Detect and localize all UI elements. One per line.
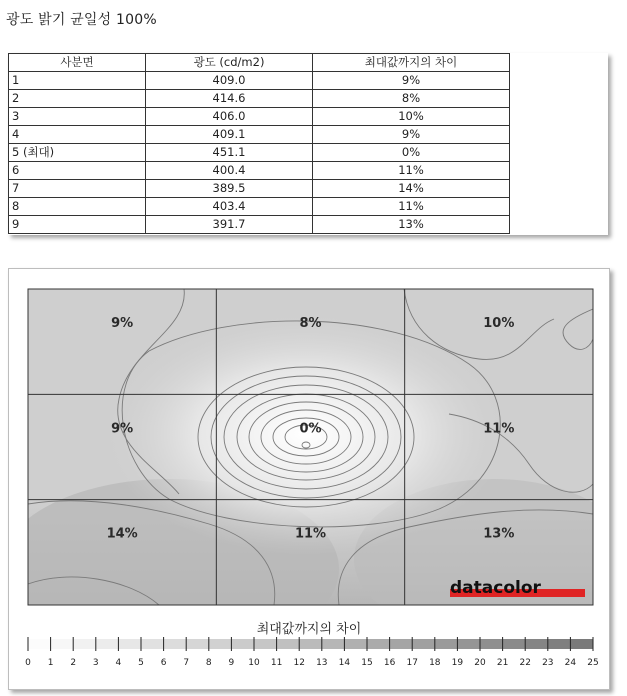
cell-label: 10%	[483, 315, 515, 331]
cell-label: 11%	[483, 421, 515, 437]
legend-swatch	[344, 639, 367, 649]
legend-tick-label: 17	[406, 658, 418, 668]
legend-swatch	[186, 639, 209, 649]
table-row	[9, 126, 510, 144]
luminance-cell: 406.0	[146, 108, 313, 126]
legend-swatch	[412, 639, 435, 649]
legend-title: 최대값까지의 차이	[256, 622, 362, 637]
legend-tick-label: 7	[183, 658, 190, 668]
diff-cell: 11%	[313, 198, 510, 216]
quadrant-cell: 5 (최대)	[9, 144, 146, 162]
legend-swatch	[73, 639, 96, 649]
header-diff: 최대값까지의 차이	[313, 54, 510, 72]
header-luminance: 광도 (cd/m2)	[146, 54, 313, 72]
luminance-table	[8, 53, 510, 234]
legend-tick-label: 21	[496, 658, 509, 668]
diff-cell: 13%	[313, 216, 510, 234]
legend-tick-label: 8	[205, 658, 212, 668]
table-row	[9, 108, 510, 126]
uniformity-heatmap	[9, 269, 609, 689]
luminance-table-card	[8, 53, 608, 235]
legend-swatch	[435, 639, 458, 649]
diff-cell: 8%	[313, 90, 510, 108]
table-header-row	[9, 54, 510, 72]
brand-text: datacolor	[450, 578, 541, 598]
legend-swatch	[367, 639, 390, 649]
legend-swatch	[209, 639, 232, 649]
quadrant-cell: 9	[9, 216, 146, 234]
legend-tick-label: 11	[270, 658, 283, 668]
luminance-cell: 409.0	[146, 72, 313, 90]
quadrant-cell: 8	[9, 198, 146, 216]
luminance-cell: 409.1	[146, 126, 313, 144]
table-row	[9, 144, 510, 162]
legend-swatch	[28, 639, 51, 649]
legend-swatch	[299, 639, 322, 649]
table-row	[9, 90, 510, 108]
legend-swatch	[322, 639, 345, 649]
legend-swatch	[457, 639, 480, 649]
cell-label: 14%	[106, 526, 138, 542]
legend-tick-label: 25	[587, 658, 599, 668]
legend-tick-label: 16	[383, 658, 396, 668]
color-scale-legend	[25, 637, 599, 668]
diff-cell: 9%	[313, 72, 510, 90]
legend-swatch	[480, 639, 503, 649]
diff-cell: 0%	[313, 144, 510, 162]
legend-swatch	[254, 639, 277, 649]
legend-tick-label: 14	[338, 658, 351, 668]
luminance-cell: 414.6	[146, 90, 313, 108]
table-row	[9, 162, 510, 180]
legend-tick-label: 18	[429, 658, 441, 668]
page-title: 광도 밝기 균일성 100%	[6, 12, 157, 28]
diff-cell: 11%	[313, 162, 510, 180]
cell-label: 9%	[111, 421, 134, 437]
legend-tick-label: 23	[542, 658, 554, 668]
legend-swatch	[51, 639, 74, 649]
header-quadrant: 사분면	[9, 54, 146, 72]
legend-tick-label: 22	[519, 658, 531, 668]
legend-tick-label: 5	[138, 658, 144, 668]
table-row	[9, 216, 510, 234]
quadrant-cell: 2	[9, 90, 146, 108]
legend-tick-label: 13	[316, 658, 328, 668]
legend-tick-label: 3	[92, 658, 99, 668]
legend-tick-label: 9	[228, 658, 235, 668]
luminance-cell: 451.1	[146, 144, 313, 162]
quadrant-cell: 4	[9, 126, 146, 144]
cell-label: 9%	[111, 315, 134, 331]
legend-tick-label: 10	[248, 658, 260, 668]
legend-tick-label: 20	[474, 658, 486, 668]
legend-swatch	[525, 639, 548, 649]
legend-swatch	[503, 639, 526, 649]
diff-cell: 9%	[313, 126, 510, 144]
cell-label: 0%	[299, 421, 322, 437]
table-row	[9, 72, 510, 90]
legend-tick-label: 15	[361, 658, 373, 668]
legend-swatch	[164, 639, 187, 649]
legend-swatch	[390, 639, 413, 649]
legend-swatch	[96, 639, 119, 649]
legend-tick-label: 4	[115, 658, 122, 668]
heatmap-field	[9, 289, 609, 659]
luminance-cell: 400.4	[146, 162, 313, 180]
table-row	[9, 198, 510, 216]
legend-swatch	[118, 639, 141, 649]
legend-swatch	[277, 639, 300, 649]
legend-tick-label: 0	[25, 658, 31, 668]
legend-swatch	[570, 639, 593, 649]
legend-tick-label: 2	[70, 658, 77, 668]
legend-swatch	[231, 639, 254, 649]
legend-tick-label: 24	[564, 658, 577, 668]
luminance-cell: 389.5	[146, 180, 313, 198]
luminance-cell: 391.7	[146, 216, 313, 234]
quadrant-cell: 3	[9, 108, 146, 126]
quadrant-cell: 7	[9, 180, 146, 198]
legend-tick-label: 12	[293, 658, 305, 668]
table-row	[9, 180, 510, 198]
cell-label: 11%	[294, 526, 327, 542]
diff-cell: 10%	[313, 108, 510, 126]
cell-label: 13%	[483, 526, 515, 542]
legend-tick-label: 6	[160, 658, 167, 668]
legend-swatch	[548, 639, 571, 649]
quadrant-cell: 1	[9, 72, 146, 90]
uniformity-plot-card	[8, 268, 610, 690]
legend-tick-label: 19	[451, 658, 464, 668]
luminance-cell: 403.4	[146, 198, 313, 216]
diff-cell: 14%	[313, 180, 510, 198]
quadrant-cell: 6	[9, 162, 146, 180]
legend-tick-label: 1	[47, 658, 54, 668]
legend-swatch	[141, 639, 164, 649]
cell-label: 8%	[299, 315, 322, 331]
